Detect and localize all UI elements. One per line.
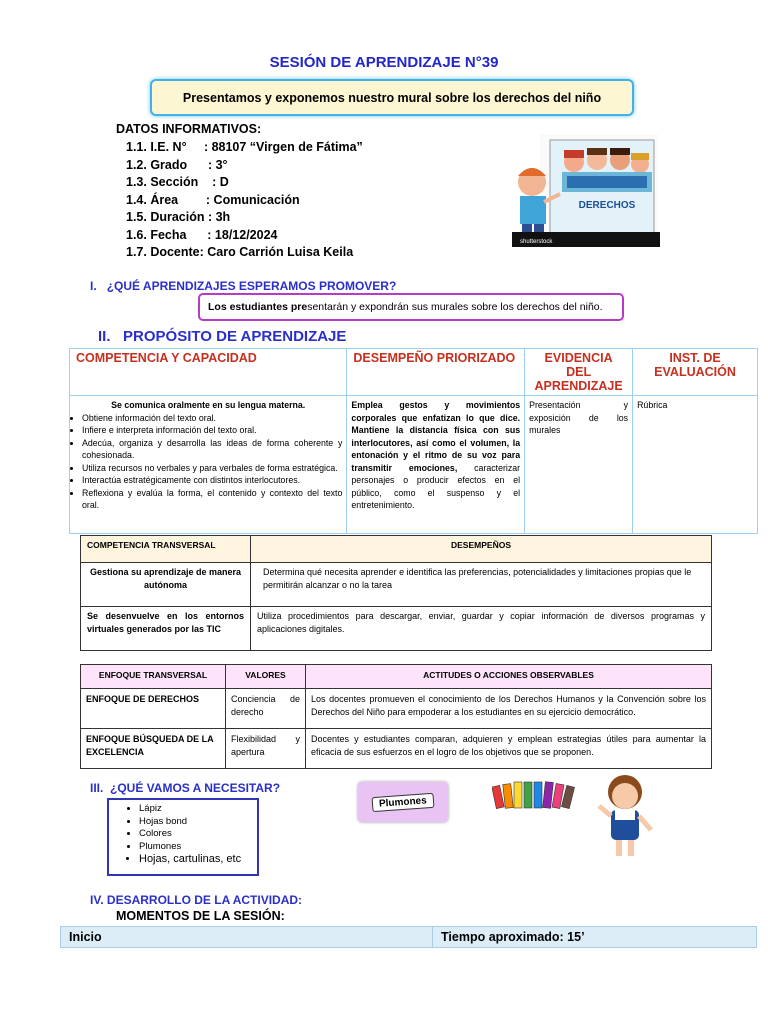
girl-image <box>595 772 655 858</box>
competencia-title: Se comunica oralmente en su lengua materna. <box>111 400 306 410</box>
section-iii-heading <box>90 781 280 795</box>
section-i-num: I. <box>90 279 97 293</box>
datos-item: 1.5. Duración : 3h <box>126 210 231 224</box>
th-evidencia: EVIDENCIA DEL APRENDIZAJE <box>525 349 633 396</box>
desempeno-bold: Emplea gestos y movimientos corporales que enfatizan lo que dice. Mantiene la distancia física con sus interlocutores, así como el volumen, la entonación y el ritmo de su voz para transmitir emociones, <box>351 400 521 473</box>
material-item: • Plumones <box>139 841 257 854</box>
momentos-heading: MOMENTOS DE LA SESIÓN: <box>116 909 285 923</box>
material-item: • Hojas bond <box>139 816 257 829</box>
materials-box <box>107 798 259 876</box>
capacidad-item: • Infiere e interpreta información del texto oral. <box>82 424 342 437</box>
purpose-table <box>69 348 758 534</box>
session-title: SESIÓN DE APRENDIZAJE N°39 <box>269 54 499 71</box>
section-ii-title: PROPÓSITO DE APRENDIZAJE <box>123 328 347 345</box>
purpose-bold: Los estudiantes pre <box>208 301 308 313</box>
capacidad-item: • Adecúa, organiza y desarrolla las ideas de forma coherente y cohesionada. <box>82 437 342 462</box>
th-enfoque: ENFOQUE TRANSVERSAL <box>81 665 226 689</box>
enfoque-table <box>80 664 712 769</box>
th-competencia: COMPETENCIA Y CAPACIDAD <box>70 349 347 396</box>
comp-cell: Gestiona su aprendizaje de manera autónoma <box>81 563 251 607</box>
inicio-label: Inicio <box>61 927 433 948</box>
section-i-title: ¿QUÉ APRENDIZAJES ESPERAMOS PROMOVER? <box>106 279 397 293</box>
instrumento-cell: Rúbrica <box>633 396 758 534</box>
watermark-text: shutterstock <box>520 239 553 245</box>
th-actitudes: ACTITUDES O ACCIONES OBSERVABLES <box>306 665 712 689</box>
section-ii-num: II. <box>98 328 111 345</box>
purpose-rest: sentarán y expondrán sus murales sobre los derechos del niño. <box>307 301 603 313</box>
capacidad-item: • Reflexiona y evalúa la forma, el contenido y contexto del texto oral. <box>82 487 342 512</box>
plumones-label: Plumones <box>372 792 435 811</box>
datos-item: 1.4. Área : Comunicación <box>126 192 300 207</box>
section-iv-heading <box>90 893 302 907</box>
enfoque-cell: ENFOQUE DE DERECHOS <box>81 689 226 729</box>
section-iii-title: ¿QUÉ VAMOS A NECESITAR? <box>110 781 281 795</box>
inicio-tiempo: Tiempo aproximado: 15’ <box>433 927 757 948</box>
desc-cell: Determina qué necesita aprender e identifica las preferencias, potencialidades y limitaciones propias que le permitirán alcanzar o no la tarea <box>251 563 712 607</box>
datos-item: 1.1. I.E. N° : 88107 “Virgen de Fátima” <box>126 140 363 154</box>
material-item: • Colores <box>139 828 257 841</box>
valor-cell: Conciencia de derecho <box>226 689 306 729</box>
crayons-image <box>492 778 576 812</box>
section-iii-num: III. <box>90 781 104 795</box>
capacidad-item: • Interactúa estratégicamente con distintos interlocutores. <box>82 474 342 487</box>
desc-cell: Utiliza procedimientos para descargar, enviar, guardar y copiar información de diversos programas y aplicaciones digitales. <box>251 607 712 651</box>
section-i-heading <box>90 279 396 293</box>
datos-list <box>126 139 363 262</box>
th-desempenos: DESEMPEÑOS <box>251 536 712 563</box>
enfoque-cell: ENFOQUE BÚSQUEDA DE LA EXCELENCIA <box>81 729 226 769</box>
evidencia-cell: Presentación y exposición de los murales <box>525 396 633 534</box>
derechos-illustration <box>512 132 660 247</box>
valor-cell: Flexibilidad y apertura <box>226 729 306 769</box>
board-label: DERECHOS <box>578 200 636 211</box>
th-comp-transversal: COMPETENCIA TRANSVERSAL <box>81 536 251 563</box>
material-item: • Hojas, cartulinas, etc <box>139 853 257 866</box>
accion-cell: Docentes y estudiantes comparan, adquieren y emplean estrategias útiles para aumentar la eficacia de sus esfuerzos en el logro de los objetivos que se proponen. <box>306 729 712 769</box>
section-iv-title: DESARROLLO DE LA ACTIVIDAD: <box>106 893 303 907</box>
inicio-table <box>60 926 757 948</box>
section-ii-heading <box>98 328 346 345</box>
plumones-image <box>358 782 448 822</box>
th-desempeno: DESEMPEÑO PRIORIZADO <box>347 349 525 396</box>
desempeno-cell <box>347 396 525 534</box>
session-banner <box>150 79 634 116</box>
section-iv-num: IV. <box>90 893 104 907</box>
th-valores: VALORES <box>226 665 306 689</box>
datos-item: 1.2. Grado : 3° <box>126 157 228 172</box>
datos-item: 1.6. Fecha : 18/12/2024 <box>126 227 278 242</box>
datos-item: 1.3. Sección : D <box>126 175 229 189</box>
desempeno-rest: caracterizar personajes o producir efectos en el público, como el suspenso y el entretenimiento. <box>351 462 521 510</box>
comp-cell: Se desenvuelve en los entornos virtuales generados por las TIC <box>81 607 251 651</box>
competencia-transversal-table <box>80 535 712 651</box>
banner-text: Presentamos y exponemos nuestro mural sobre los derechos del niño <box>182 90 602 105</box>
material-item: • Lápiz <box>139 803 257 816</box>
th-instrumento: INST. DE EVALUACIÓN <box>633 349 758 396</box>
datos-heading: DATOS INFORMATIVOS: <box>116 122 262 136</box>
datos-item: 1.7. Docente: Caro Carrión Luisa Keila <box>126 245 354 259</box>
purpose-box <box>198 293 624 321</box>
accion-cell: Los docentes promueven el conocimiento de los Derechos Humanos y la Convención sobre los Derechos del Niño para empoderar a los estudiantes en su ejercicio democrático. <box>306 689 712 729</box>
capacidad-item: • Obtiene información del texto oral. <box>82 412 342 425</box>
capacidad-item: • Utiliza recursos no verbales y para verbales de forma estratégica. <box>82 462 342 475</box>
competencia-cell <box>70 396 347 534</box>
